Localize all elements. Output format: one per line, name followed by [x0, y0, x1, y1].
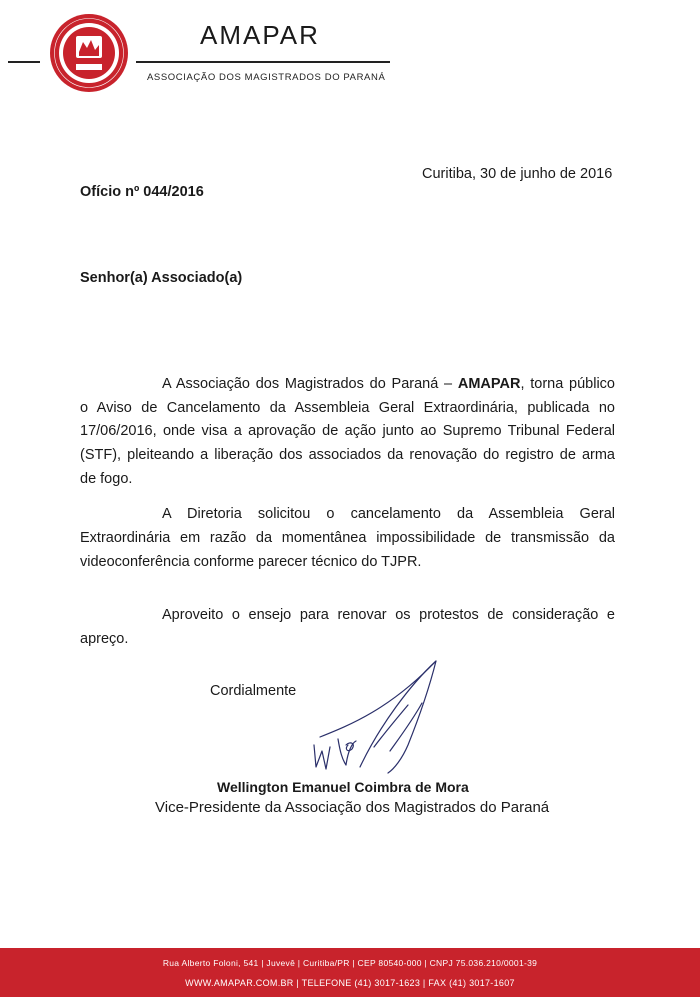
brand-subtitle: ASSOCIAÇÃO DOS MAGISTRADOS DO PARANÁ	[147, 72, 386, 83]
header-rule-right	[136, 61, 390, 63]
paragraph-1-line-5: de fogo.	[80, 471, 133, 487]
closing: Cordialmente	[210, 683, 297, 699]
paragraph-1-line-2: o Aviso de Cancelamento da Assembleia Geral Extraordinária, publicada no	[80, 400, 615, 416]
paragraph-1-line-4: (STF), pleiteando a liberação dos associados da renovação do registro de arma	[80, 447, 615, 463]
footer-contact: WWW.AMAPAR.COM.BR | TELEFONE (41) 3017-1623 | FAX (41) 3017-1607	[185, 978, 515, 988]
paragraph-3-line-1: Aproveito o ensejo para renovar os protestos de consideração e	[162, 607, 615, 623]
salutation: Senhor(a) Associado(a)	[80, 270, 243, 286]
paragraph-3-line-2: apreço.	[80, 631, 129, 647]
brand-name: AMAPAR	[200, 20, 320, 50]
footer-bar	[0, 948, 700, 997]
handwritten-signature	[290, 655, 450, 775]
signer-title: Vice-Presidente da Associação dos Magistrados do Paraná	[155, 799, 550, 816]
amapar-logo	[48, 12, 130, 94]
signer-name: Wellington Emanuel Coimbra de Mora	[217, 779, 469, 795]
reference-number: Ofício nº 044/2016	[80, 184, 204, 200]
header-rule-left	[8, 61, 40, 63]
paragraph-2-line-1: A Diretoria solicitou o cancelamento da Assembleia Geral	[162, 506, 615, 522]
paragraph-2-line-2: Extraordinária em razão da momentânea impossibilidade de transmissão da	[80, 530, 615, 546]
footer-address: Rua Alberto Foloni, 541 | Juvevê | Curitiba/PR | CEP 80540-000 | CNPJ 75.036.210/0001-39	[162, 958, 538, 968]
paragraph-1-line-3: 17/06/2016, onde visa a aprovação de ação junto ao Supremo Tribunal Federal	[80, 423, 615, 439]
place-date: Curitiba, 30 de junho de 2016	[422, 166, 613, 182]
amapar-acronym: AMAPAR	[457, 376, 521, 392]
paragraph-1-line-1: A Associação dos Magistrados do Paraná – AMAPAR, torna público	[162, 376, 615, 392]
paragraph-2-line-3: videoconferência conforme parecer técnico do TJPR.	[80, 554, 422, 570]
